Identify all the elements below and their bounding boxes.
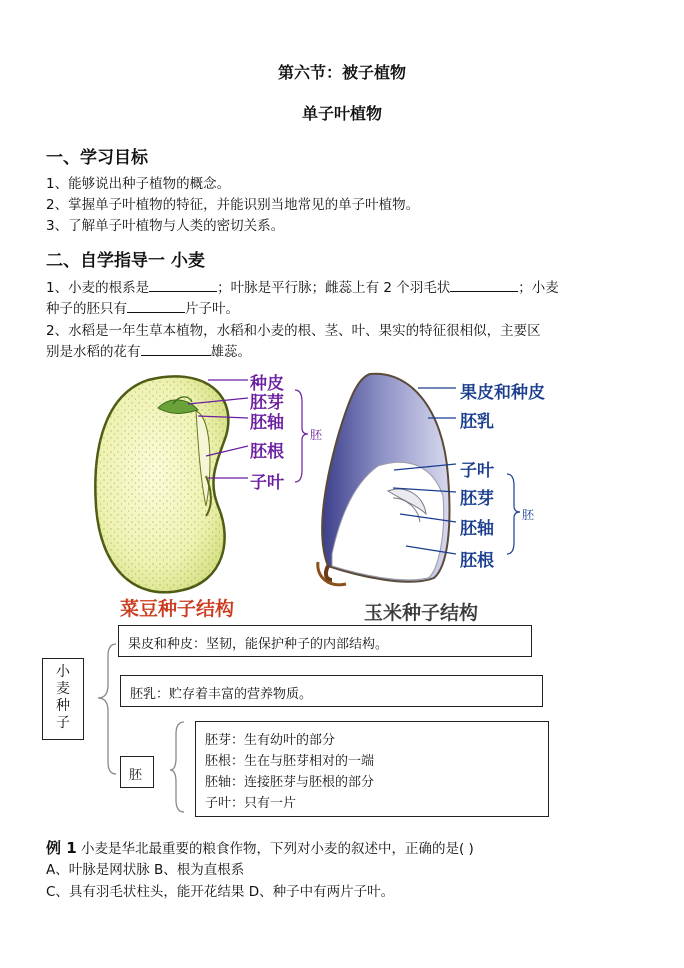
endosperm-box	[120, 675, 543, 707]
corn-caption: 玉米种子结构	[364, 602, 479, 624]
objective-item: 1、能够说出种子植物的概念。	[46, 176, 231, 192]
embryo-box	[120, 756, 154, 788]
question-2-line-2	[46, 342, 251, 362]
objective-item: 2、掌握单子叶植物的特征，并能识别当地常见的单子叶植物。	[46, 197, 420, 213]
q1-text-b: ；叶脉是平行脉；雌蕊上有 2 个羽毛状	[217, 280, 451, 296]
objectives-heading: 一、学习目标	[46, 148, 148, 168]
q1-text-a: 1、小麦的根系是	[46, 280, 150, 296]
answer-blank[interactable]	[141, 343, 211, 356]
q1-text-d: 种子的胚只有	[46, 301, 127, 317]
embryo-label: 胚	[129, 768, 143, 783]
embryo-item-radicle: 胚根：生在与胚芽相对的一端	[205, 754, 375, 769]
example-options-cd: C、具有羽毛状柱头，能开花结果 D、种子中有两片子叶。	[46, 884, 395, 900]
objective-item: 3、了解单子叶植物与人类的密切关系。	[46, 218, 285, 234]
question-1-line-2	[46, 299, 239, 319]
bean-group-embryo: 胚	[310, 428, 323, 442]
answer-blank[interactable]	[127, 300, 185, 313]
corn-label-radicle: 胚根	[460, 551, 494, 571]
answer-blank[interactable]	[450, 279, 518, 292]
q2-text-b: 别是水稻的花有	[46, 344, 141, 360]
bean-label-seed-coat: 种皮	[250, 374, 284, 394]
section-title: 第六节：被子植物	[277, 63, 406, 82]
embryo-item-hypocotyl: 胚轴：连接胚芽与胚根的部分	[205, 775, 375, 790]
q1-text-e: 片子叶。	[185, 301, 239, 317]
guide-heading: 二、自学指导一 小麦	[46, 251, 205, 271]
corn-label-pericarp: 果皮和种皮	[460, 383, 545, 403]
endosperm-text: 胚乳：贮存着丰富的营养物质。	[130, 687, 313, 702]
embryo-item-cotyledon: 子叶：只有一片	[205, 796, 297, 811]
q1-text-c: ；小麦	[518, 280, 559, 296]
embryo-item-plumule: 胚芽：生有幼叶的部分	[205, 733, 336, 748]
pericarp-box	[118, 625, 532, 657]
corn-label-cotyledon: 子叶	[460, 461, 494, 481]
answer-blank[interactable]	[149, 279, 217, 292]
wheat-seed-root-label: 小麦种子	[56, 664, 70, 731]
example-label: 例 1	[46, 839, 77, 857]
bean-seed-drawing	[95, 376, 228, 592]
corn-label-plumule: 胚芽	[460, 489, 494, 509]
question-2-line-1: 2、水稻是一年生草本植物，水稻和小麦的根、茎、叶、果实的特征很相似，主要区	[46, 323, 541, 339]
embryo-details-box	[195, 721, 549, 817]
structure-braces	[86, 640, 190, 820]
q2-text-c: 雄蕊。	[210, 344, 251, 360]
example-question	[46, 838, 474, 859]
pericarp-text: 果皮和种皮：坚韧，能保护种子的内部结构。	[128, 637, 389, 652]
corn-seed-drawing	[318, 374, 450, 585]
bean-caption: 菜豆种子结构	[120, 598, 235, 620]
corn-group-embryo: 胚	[522, 508, 535, 522]
example-options-ab: A、叶脉是网状脉 B、根为直根系	[46, 862, 245, 878]
sub-title: 单子叶植物	[301, 104, 382, 123]
wheat-seed-root-box	[42, 658, 84, 740]
example-question-text: 小麦是华北最重要的粮食作物，下列对小麦的叙述中，正确的是( )	[76, 841, 474, 857]
bean-label-cotyledon: 子叶	[250, 473, 284, 493]
corn-label-hypocotyl: 胚轴	[460, 519, 494, 539]
bean-label-radicle: 胚根	[250, 442, 284, 462]
question-1-line-1	[46, 278, 559, 298]
bean-label-hypocotyl: 胚轴	[250, 413, 284, 433]
bean-label-plumule: 胚芽	[250, 393, 284, 413]
corn-label-endosperm: 胚乳	[460, 412, 494, 432]
